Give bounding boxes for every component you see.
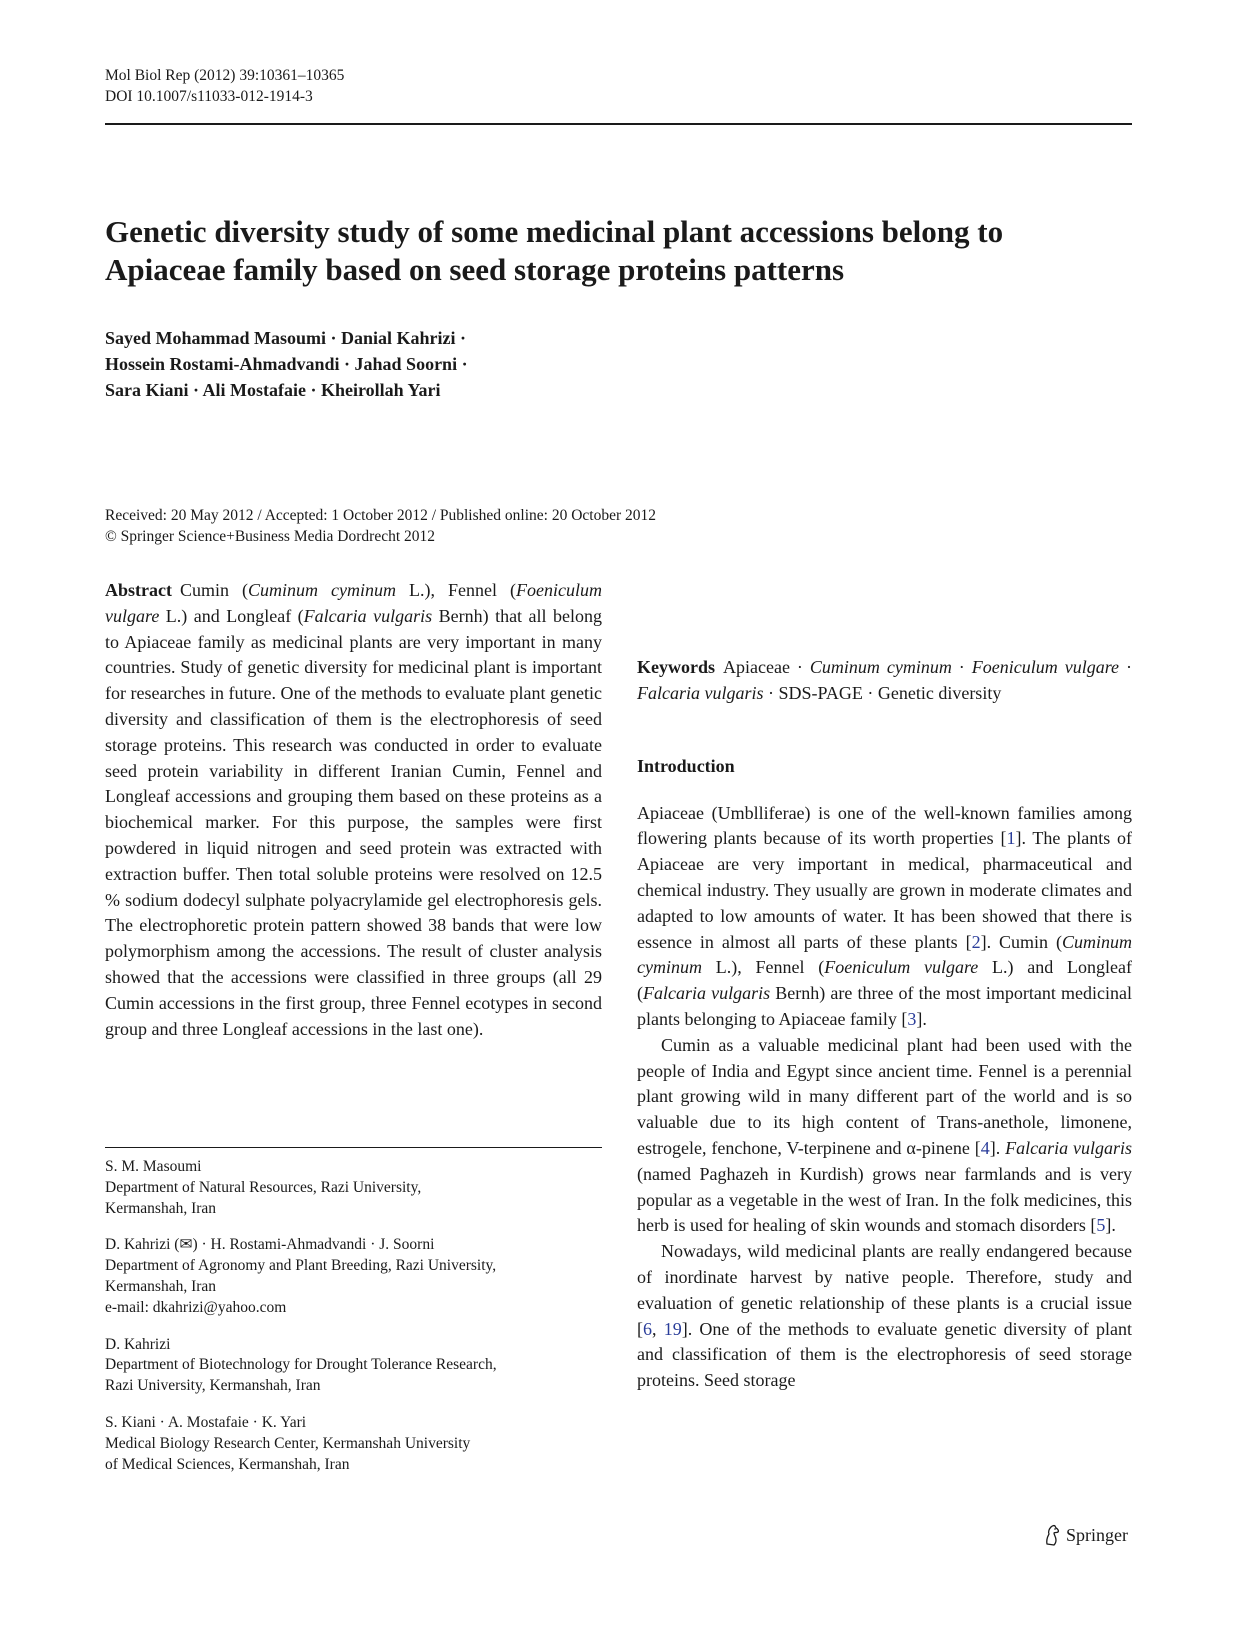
affiliation-line: Department of Biotechnology for Drought Tolerance Research, [105,1356,497,1374]
affiliation-names: S. Kiani · A. Mostafaie · K. Yari [105,1413,307,1431]
affiliation-4 [105,1413,602,1475]
right-column [637,578,1132,1394]
affiliation-2 [105,1235,602,1318]
affiliation-names: D. Kahrizi (✉) · H. Rostami-Ahmadvandi · J. Soorni [105,1236,435,1254]
citation-link[interactable]: 3 [907,1008,917,1029]
abstract-label: Abstract [105,580,172,600]
intro-paragraph-2: Cumin as a valuable medicinal plant had been used with the people of India and Egypt since ancient time. Fennel is a perennial plant growing wild in many different part of the world and is so valuable due to its high content of Trans-anethole, limonene, estrogele, fenchone, V-terpinene and α-pinene [4]. Falcaria vulgaris (named Paghazeh in Kurdish) grows near farmlands and is very popular as a vegetable in the west of Iran. In the folk medicines, this herb is used for healing of skin wounds and stomach disorders [5]. [637,1034,1132,1236]
keywords: Keywords Apiaceae · Cuminum cyminum · Foeniculum vulgare · Falcaria vulgaris · SDS-PAGE · Genetic diversity [637,657,1132,703]
springer-horse-icon [1043,1524,1061,1546]
citation-link[interactable]: 5 [1096,1215,1106,1236]
history-dates: Received: 20 May 2012 / Accepted: 1 October 2012 / Published online: 20 October 2012 [105,507,656,524]
abstract-continuation [637,578,1132,630]
springer-wordmark: Springer [1066,1524,1128,1545]
authors-line: Sayed Mohammad Masoumi · Danial Kahrizi · [105,328,467,348]
affiliation-line: Medical Biology Research Center, Kermanshah University [105,1434,471,1452]
affiliation-line: Razi University, Kermanshah, Iran [105,1377,321,1395]
copyright: © Springer Science+Business Media Dordrecht 2012 [105,528,436,545]
journal-doi: DOI 10.1007/s11033-012-1914-3 [105,88,313,105]
affiliation-line: Kermanshah, Iran [105,1277,217,1295]
affiliation-line: Kermanshah, Iran [105,1199,217,1217]
affiliation-names: S. M. Masoumi [105,1158,202,1175]
intro-paragraph-1: Apiaceae (Umblliferae) is one of the well-known families among flowering plants because of its worth properties [1]. The plants of Apiaceae are very important in medical, pharmaceutical and chemical industry. They usually are grown in moderate climates and adapted to low amounts of water. It has been showed that there is essence in almost all parts of these plants [2]. Cumin (Cuminum cyminum L.), Fennel (Foeniculum vulgare L.) and Longleaf (Falcaria vulgaris Bernh) are three of the most important medicinal plants belonging to Apiaceae family [3]. [637,802,1133,1029]
affiliation-line: of Medical Sciences, Kermanshah, Iran [105,1455,350,1473]
affiliations [105,1157,602,1491]
paper-title: Genetic diversity study of some medicinal plant accessions belong to Apiaceae family based on seed storage proteins patterns [105,214,1004,287]
abstract: Abstract Cumin (Cuminum cyminum L.), Fennel (Foeniculum vulgare L.) and Longleaf (Falcaria vulgaris Bernh) that all belong to Apiaceae family as medicinal plants are very important in many countries. Study of genetic diversity for medicinal plant is important for researches in future. One of the methods to evaluate plant genetic diversity and classification of them is the electrophoresis of seed storage proteins. This research was conducted in order to evaluate seed protein variability in different Iranian Cumin, Fennel and Longleaf accessions and grouping them based on these proteins as a biochemical marker. For this purpose, the samples were first powdered in liquid nitrogen and seed protein was extracted with extraction buffer. Then total soluble proteins were resolved on 12.5 % sodium dodecyl sulphate polyacrylamide gel electrophoresis gels. The electrophoretic protein pattern showed 38 bands that were low polymorphism among the accessions. The result of cluster analysis showed that the accessions were classified in three groups (all 29 Cumin accessions in the first group, three Fennel ecotypes in second group and three Longleaf accessions in the last one). [105,580,602,1039]
affiliation-3 [105,1335,602,1397]
author-list [105,325,468,403]
affiliation-line: Department of Natural Resources, Razi University, [105,1178,422,1196]
affiliation-names: D. Kahrizi [105,1335,171,1353]
journal-citation: Mol Biol Rep (2012) 39:10361–10365 [105,67,345,84]
citation-link[interactable]: 6 [643,1318,652,1339]
header-rule [105,123,1132,125]
authors-line: Sara Kiani · Ali Mostafaie · Kheirollah Yari [105,380,441,400]
email-line[interactable]: e-mail: dkahrizi@yahoo.com [105,1298,287,1316]
authors-line: Hossein Rostami-Ahmadvandi · Jahad Soorni · [105,354,468,374]
affiliation-1 [105,1157,602,1219]
affiliation-line: Department of Agronomy and Plant Breeding, Razi University, [105,1257,497,1275]
citation-link[interactable]: 19 [663,1318,682,1339]
citation-link[interactable]: 1 [1006,828,1016,849]
footnote-rule [105,1147,602,1148]
intro-paragraph-3: Nowadays, wild medicinal plants are really endangered because of inordinate harvest by native people. Therefore, study and evaluation of genetic relationship of these plants is a crucial issue [6, 19]. One of the methods to evaluate genetic diversity of plant and classification of them is the electrophoresis of seed storage proteins. Seed storage [637,1241,1133,1391]
springer-logo [1043,1524,1128,1546]
publication-dates [105,505,656,547]
citation-link[interactable]: 4 [980,1137,990,1158]
left-column [105,578,602,1069]
citation-link[interactable]: 2 [971,931,981,952]
introduction-heading: Introduction [637,755,735,776]
keywords-label: Keywords [637,657,715,677]
journal-info [105,65,344,107]
